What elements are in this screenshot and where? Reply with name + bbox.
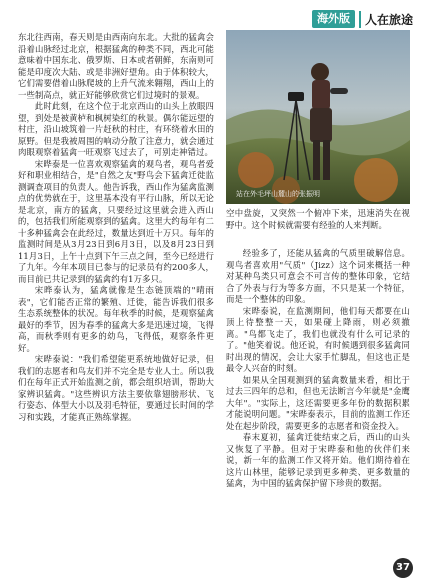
section-title: 人在旅途 xyxy=(359,11,413,28)
paragraph: 宋晔泰是一位喜欢观察猛禽的观鸟者，观鸟者爱好和职业相结合，是"自然之友"野鸟会下猛禽迁徙监测调查项目的负责人。他告诉我，西山作为猛禽监测点的优势就在于，这里基本没有平行山脉，所以无论是北京，南方的猛禽，只要经过这里就会进入西山的，包括我们所能观察到的猛禽。这里大约每年有二十多种猛禽会在此经过，数量达到近十万只。每年的监测时间是从3月23日到6月3日，以及8月23日到11月3日，上午十点到下午三点之间，至今已经进行了九年。今年本项目已参与的记录员有约200多人，而目前已共记录到的猛禽约有1万多只。 xyxy=(18,158,214,284)
photo-caption: 站在外毛坪山麓山的张振明 xyxy=(236,190,320,198)
paragraph: 宋晔泰说："我们希望能更系统地做好记录，但我们的志愿者和鸟友们并不完全是专业人士。所以我们在每年正式开始监测之前，都会组织培训，帮助大家辨识猛禽。"这些辨识方法主要依靠翅膀形状、飞行姿态、体型大小以及羽毛特征，要通过长时间的学习和实践，才能真正熟练掌握。 xyxy=(18,354,214,422)
article-photo xyxy=(226,30,410,204)
photo-illustration xyxy=(226,30,410,204)
paragraph: 东北往西南，春天则是由西南向东北。大批的猛禽会沿着山脉经过北京，根据猛禽的种类不同，西北可能意味着中国东北、俄罗斯、日本或者朝鲜，东南则可能是印度次大陆、或是非洲好望角。由于体积较大，它们需要借着山脉爬坡的上升气流来翱翔，西山上的一些制高点，就正好能够欣赏它们过境时的景观。 xyxy=(18,32,214,100)
paragraph: 经验多了，还能从猛禽的气质里破解信息。观鸟者喜欢用"气质"（Jizz）这个词来概括一种对某种鸟类只可意会不可言传的整体印象，它结合了外表与行为等多方面，不只是某一个特征，而是一个整体的印象。 xyxy=(226,248,410,304)
paragraph: 宋晔泰说，在监测期间，他们每天都要在山顶上待整整一天，如果碰上降雨，则必须撤离。"鸟都飞走了，我们也就没有什么可记录的了。"他笑着说。他还说，有时候遇到很多猛禽同时出现的情况，会让大家手忙脚乱，但这也正是最令人兴奋的时刻。 xyxy=(226,305,410,373)
article-right-top-text xyxy=(226,208,410,248)
page-header xyxy=(312,10,413,28)
article-left-column xyxy=(18,32,214,576)
section-tag: 海外版 xyxy=(312,10,355,28)
paragraph: 春末夏初，猛禽迁徙结束之后，西山的山头又恢复了平静。但对于宋晔泰和他的伙伴们来说，新一年的监测工作又将开始。他们期待着在这片山林里，能够记录到更多种类、更多数量的猛禽，为中国的猛禽保护留下珍贵的数据。 xyxy=(226,432,410,488)
paragraph: 空中盘旋，又突然一个俯冲下来，迅速消失在视野中。这个时候就需要有经验的人来判断。 xyxy=(226,208,410,230)
paragraph: 此时此刻，在这个位于北京西山的山头上放眼四望，到处是被黄栌和枫树染红的秋景。偶尔能远望的村庄，沿山坡筑着一片赶秋的村庄，有环绕着水田的原野。但是我被周围的响动分散了注意力，就会通过肉眼观察着猛禽一旺观察飞过去了，可别走神错过。 xyxy=(18,101,214,157)
page-number: 37 xyxy=(393,558,413,578)
article-right-column xyxy=(226,248,410,568)
paragraph: 宋晔泰认为，猛禽就像是生态链顶端的"晴雨表"，它们能否正常的繁殖、迁徙，能告诉我们很多生态系统整体的状况。每年秋季的时候，是观察猛禽最好的季节，因为春季的猛禽大多是迅速过境，飞得高，而秋季则有更多的幼鸟，飞得低，观察条件更好。 xyxy=(18,285,214,353)
paragraph: 如果从全国观测到的猛禽数量来看，相比于过去三四年的总和，但也无法断言今年就是"金鹰大年"。"实际上，这还需要更多年份的数据积累才能说明问题。"宋晔泰表示，目前的监测工作还处在起步阶段，需要更多的志愿者和资金投入。 xyxy=(226,374,410,431)
